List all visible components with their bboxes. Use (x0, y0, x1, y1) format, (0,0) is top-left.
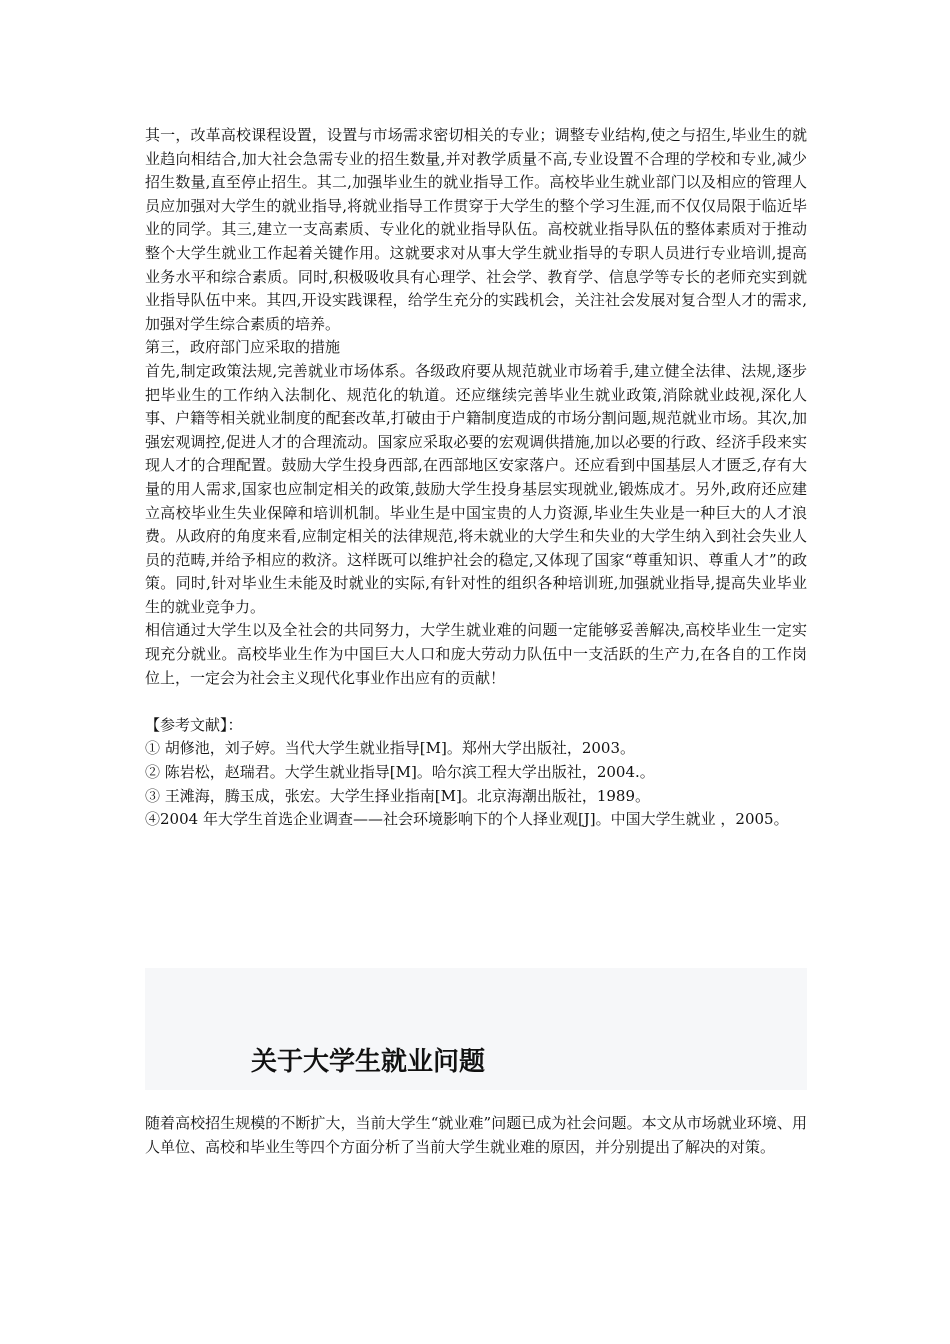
reference-item-4: ④2004 年大学生首选企业调查——社会环境影响下的个人择业观[J]。中国大学生就业 ，2005。 (145, 810, 789, 829)
paragraph-government-measures: 首先,制定政策法规,完善就业市场体系。各级政府要从规范就业市场着手,建立健全法律、法规,逐步把毕业生的工作纳入法制化、规范化的轨道。还应继续完善毕业生就业政策,消除就业歧视,深化人事、户籍等相关就业制度的配套改革,打破由于户籍制度造成的市场分割问题,规范就业市场。其次,加强宏观调控,促进人才的合理流动。国家应采取必要的宏观调供措施,加以必要的行政、经济手段来实现人才的合理配置。鼓励大学生投身西部,在西部地区安家落户。还应看到中国基层人才匮乏,存有大量的用人需求,国家也应制定相关的政策,鼓励大学生投身基层实现就业,锻炼成才。另外,政府还应建立高校毕业生失业保障和培训机制。毕业生是中国宝贵的人力资源,毕业生失业是一种巨大的人才浪费。从政府的角度来看,应制定相关的法律规范,将未就业的大学生和失业的大学生纳入到社会失业人员的范畴,并给予相应的救济。这样既可以维护社会的稳定,又体现了国家“尊重知识、尊重人才”的政策。同时,针对毕业生未能及时就业的实际,有针对性的组织各种培训班,加强就业指导,提高失业毕业生的就业竞争力。 (145, 361, 807, 616)
blank-line (145, 690, 807, 714)
paragraph-conclusion: 相信通过大学生以及全社会的共同努力，大学生就业难的问题一定能够妥善解决,高校毕业生一定实现充分就业。高校毕业生作为中国巨大人口和庞大劳动力队伍中一支活跃的生产力,在各自的工作岗位上，一定会为社会主义现代化事业作出应有的贡献！ (145, 621, 807, 687)
reference-item-1: ① 胡修池，刘子婷。当代大学生就业指导[M]。郑州大学出版社，2003。 (145, 739, 636, 758)
paragraph-university-measures: 其一，改革高校课程设置，设置与市场需求密切相关的专业；调整专业结构,使之与招生,毕业生的就业趋向相结合,加大社会急需专业的招生数量,并对教学质量不高,专业设置不合理的学校和专业,减少招生数量,直至停止招生。其二,加强毕业生的就业指导工作。高校毕业生就业部门以及相应的管理人员应加强对大学生的就业指导,将就业指导工作贯穿于大学生的整个学习生涯,而不仅仅局限于临近毕业的同学。其三,建立一支高素质、专业化的就业指导队伍。高校就业指导队伍的整体素质对于推动整个大学生就业工作起着关键作用。这就要求对从事大学生就业指导的专职人员进行专业培训,提高业务水平和综合素质。同时,积极吸收具有心理学、社会学、教育学、信息学等专长的老师充实到就业指导队伍中来。其四,开设实践课程，给学生充分的实践机会，关注社会发展对复合型人才的需求,加强对学生综合素质的培养。 (145, 126, 807, 333)
abstract-section (145, 1112, 807, 1159)
references-heading: 【参考文献】： (145, 715, 243, 734)
title-banner (145, 968, 807, 1090)
abstract-text: 随着高校招生规模的不断扩大，当前大学生“就业难”问题已成为社会问题。本文从市场就业环境、用人单位、高校和毕业生等四个方面分析了当前大学生就业难的原因，并分别提出了解决的对策。 (145, 1114, 807, 1156)
document-body (145, 124, 807, 832)
document-title: 关于大学生就业问题 (251, 1047, 486, 1077)
reference-item-3: ③ 王滩海，腾玉成，张宏。大学生择业指南[M]。北京海潮出版社，1989。 (145, 786, 651, 805)
reference-item-2: ② 陈岩松，赵瑞君。大学生就业指导[M]。哈尔滨工程大学出版社，2004.。 (145, 763, 655, 782)
section-heading-government: 第三，政府部门应采取的措施 (145, 338, 341, 357)
references-section (145, 714, 807, 832)
